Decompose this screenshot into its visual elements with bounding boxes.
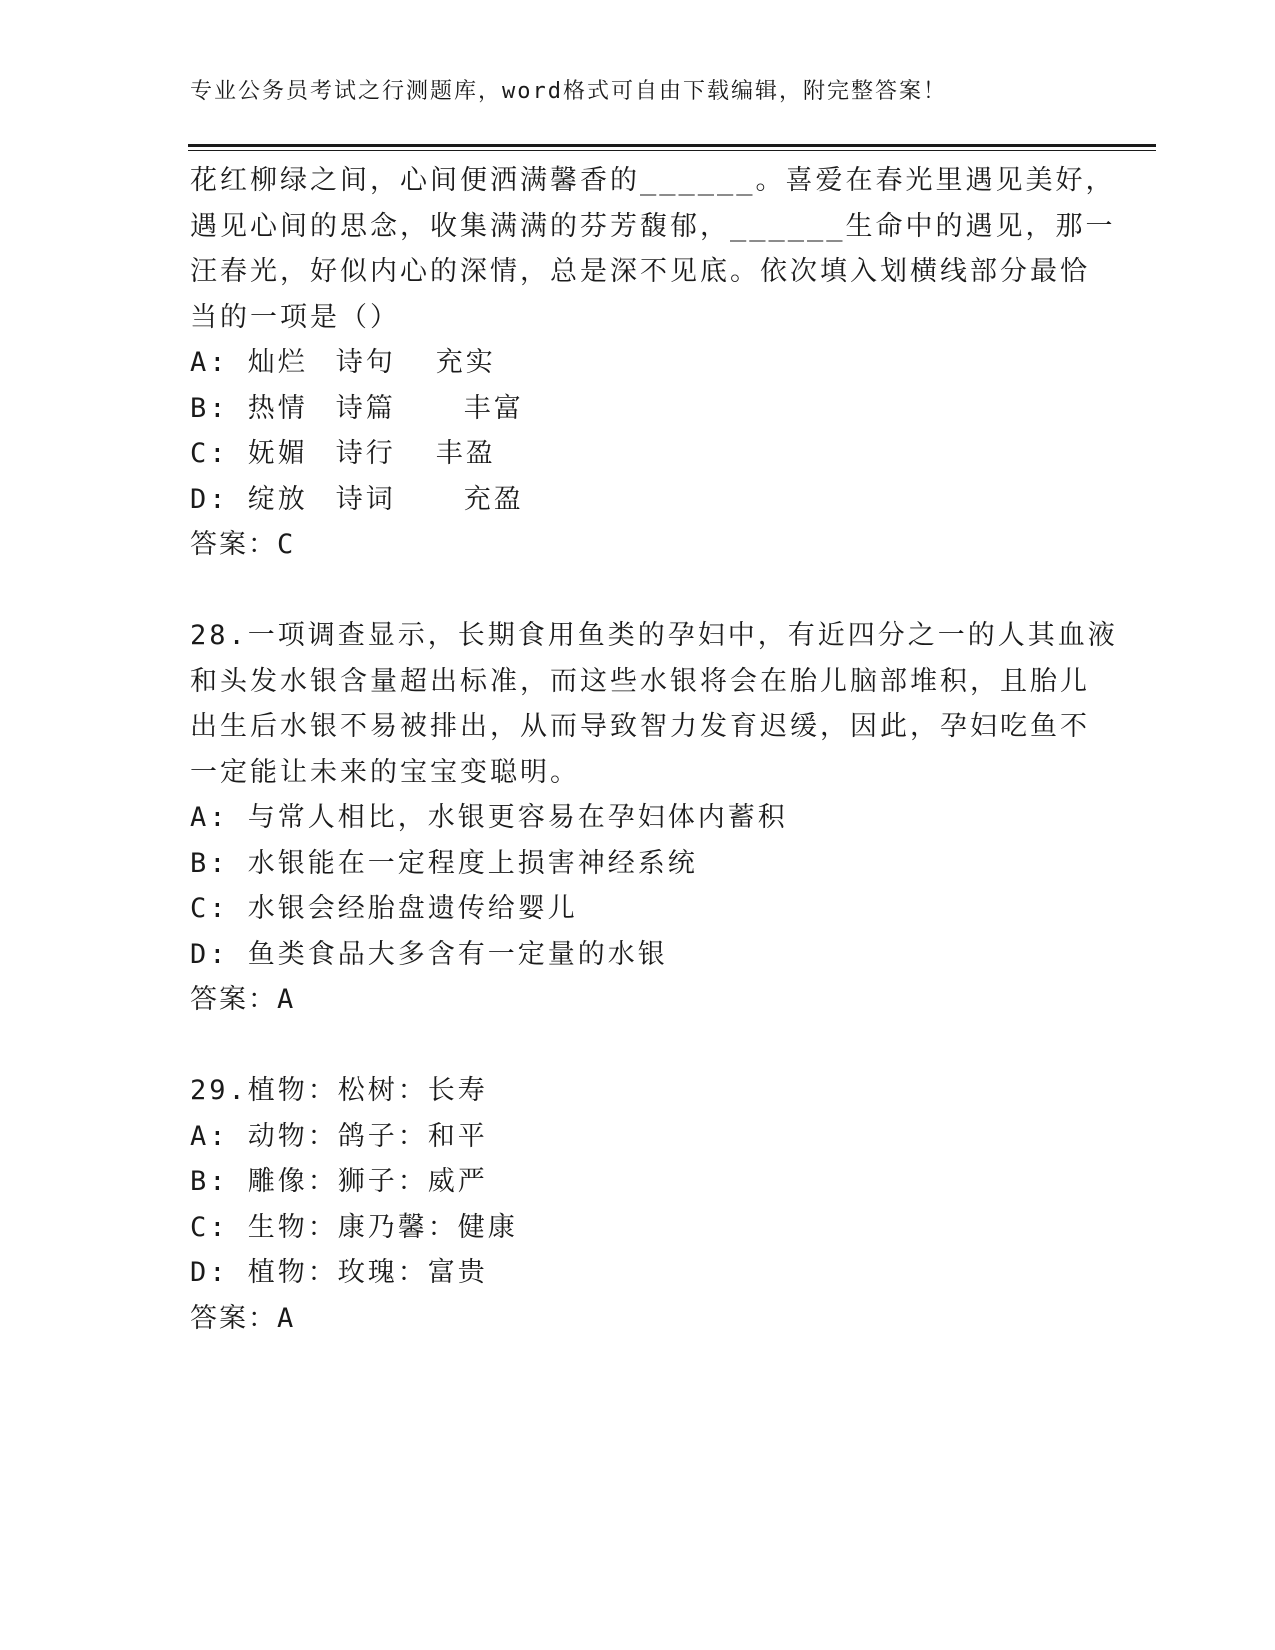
header-rule-thin xyxy=(188,150,1156,151)
question-27-stem-line: 汪春光，好似内心的深情，总是深不见底。依次填入划横线部分最恰 xyxy=(190,256,1090,287)
header-rule-thick xyxy=(188,144,1156,147)
answer-value: C xyxy=(277,529,296,560)
question-28-stem-line: 28.一项调查显示，长期食用鱼类的孕妇中，有近四分之一的人其血液 xyxy=(190,620,1118,651)
option-word-3: 充实 xyxy=(435,347,496,378)
question-27-option-d xyxy=(190,477,1090,523)
question-27-option-b xyxy=(190,386,1090,432)
question-29-option-c xyxy=(190,1205,1090,1251)
option-label: A: xyxy=(190,802,229,833)
option-word-2: 诗句 xyxy=(335,347,396,378)
option-label: D: xyxy=(190,1257,229,1288)
option-label: C: xyxy=(190,893,229,924)
option-label: A: xyxy=(190,1120,229,1152)
page-header: 专业公务员考试之行测题库，word格式可自由下载编辑，附完整答案！ xyxy=(190,79,947,104)
option-label: B: xyxy=(190,847,229,879)
option-text: 水银会经胎盘遗传给婴儿 xyxy=(247,893,578,924)
answer-label: 答案： xyxy=(190,1302,277,1334)
question-28-stem-line: 和头发水银含量超出标准，而这些水银将会在胎儿脑部堆积，且胎儿 xyxy=(190,665,1090,697)
question-29-option-a xyxy=(190,1114,1090,1160)
option-label: B: xyxy=(190,1166,229,1197)
spacer xyxy=(190,568,1090,614)
option-label: D: xyxy=(190,483,229,515)
option-word-3: 充盈 xyxy=(463,483,524,515)
question-28-option-a xyxy=(190,795,1090,841)
spacer xyxy=(190,1023,1090,1069)
option-word-1: 热情 xyxy=(247,392,308,424)
option-label: D: xyxy=(190,938,229,970)
question-27-stem-line: 遇见心间的思念，收集满满的芬芳馥郁，______生命中的遇见，那一 xyxy=(190,210,1116,242)
question-27 xyxy=(190,158,1116,568)
option-text: 与常人相比，水银更容易在孕妇体内蓄积 xyxy=(247,802,788,833)
question-27-option-a xyxy=(190,340,1090,386)
option-label: C: xyxy=(190,1211,229,1243)
question-29-option-b xyxy=(190,1159,1090,1205)
question-28-option-d xyxy=(190,932,1090,978)
option-word-3: 丰盈 xyxy=(435,438,496,469)
question-28-option-b xyxy=(190,841,1090,887)
option-text: 植物：玫瑰：富贵 xyxy=(247,1257,488,1288)
option-text: 雕像：狮子：威严 xyxy=(247,1166,488,1197)
option-text: 动物：鸽子：和平 xyxy=(247,1120,488,1152)
question-27-stem-line: 花红柳绿之间，心间便洒满馨香的______。喜爱在春光里遇见美好， xyxy=(190,165,1116,196)
option-word-2: 诗行 xyxy=(335,438,396,469)
option-word-1: 灿烂 xyxy=(247,347,308,378)
option-word-2: 诗篇 xyxy=(335,392,396,424)
question-27-answer xyxy=(190,522,1090,568)
question-29-option-d xyxy=(190,1250,1090,1296)
option-word-1: 绽放 xyxy=(247,483,308,515)
question-28-stem-line: 出生后水银不易被排出，从而导致智力发育迟缓，因此，孕妇吃鱼不 xyxy=(190,711,1090,742)
option-text: 鱼类食品大多含有一定量的水银 xyxy=(247,938,668,970)
option-word-3: 丰富 xyxy=(463,392,524,424)
option-word-1: 妩媚 xyxy=(247,438,308,469)
question-29 xyxy=(190,1068,1090,1341)
answer-value: A xyxy=(277,984,296,1015)
question-27-option-c xyxy=(190,431,1090,477)
question-28-stem-line: 一定能让未来的宝宝变聪明。 xyxy=(190,756,580,788)
option-text: 水银能在一定程度上损害神经系统 xyxy=(247,847,698,879)
option-text: 生物：康乃馨：健康 xyxy=(247,1211,518,1243)
option-label: A: xyxy=(190,347,229,378)
question-28-answer xyxy=(190,977,1090,1023)
option-word-2: 诗词 xyxy=(335,483,396,515)
question-28-option-c xyxy=(190,886,1090,932)
question-29-answer xyxy=(190,1296,1090,1342)
answer-label: 答案： xyxy=(190,984,277,1015)
option-label: C: xyxy=(190,438,229,469)
question-28 xyxy=(190,613,1118,1023)
answer-value: A xyxy=(277,1302,296,1334)
question-29-stem: 29.植物：松树：长寿 xyxy=(190,1075,488,1106)
answer-label: 答案： xyxy=(190,529,277,560)
question-content xyxy=(190,158,1118,1341)
question-27-stem-line: 当的一项是（） xyxy=(190,301,400,333)
option-label: B: xyxy=(190,392,229,424)
